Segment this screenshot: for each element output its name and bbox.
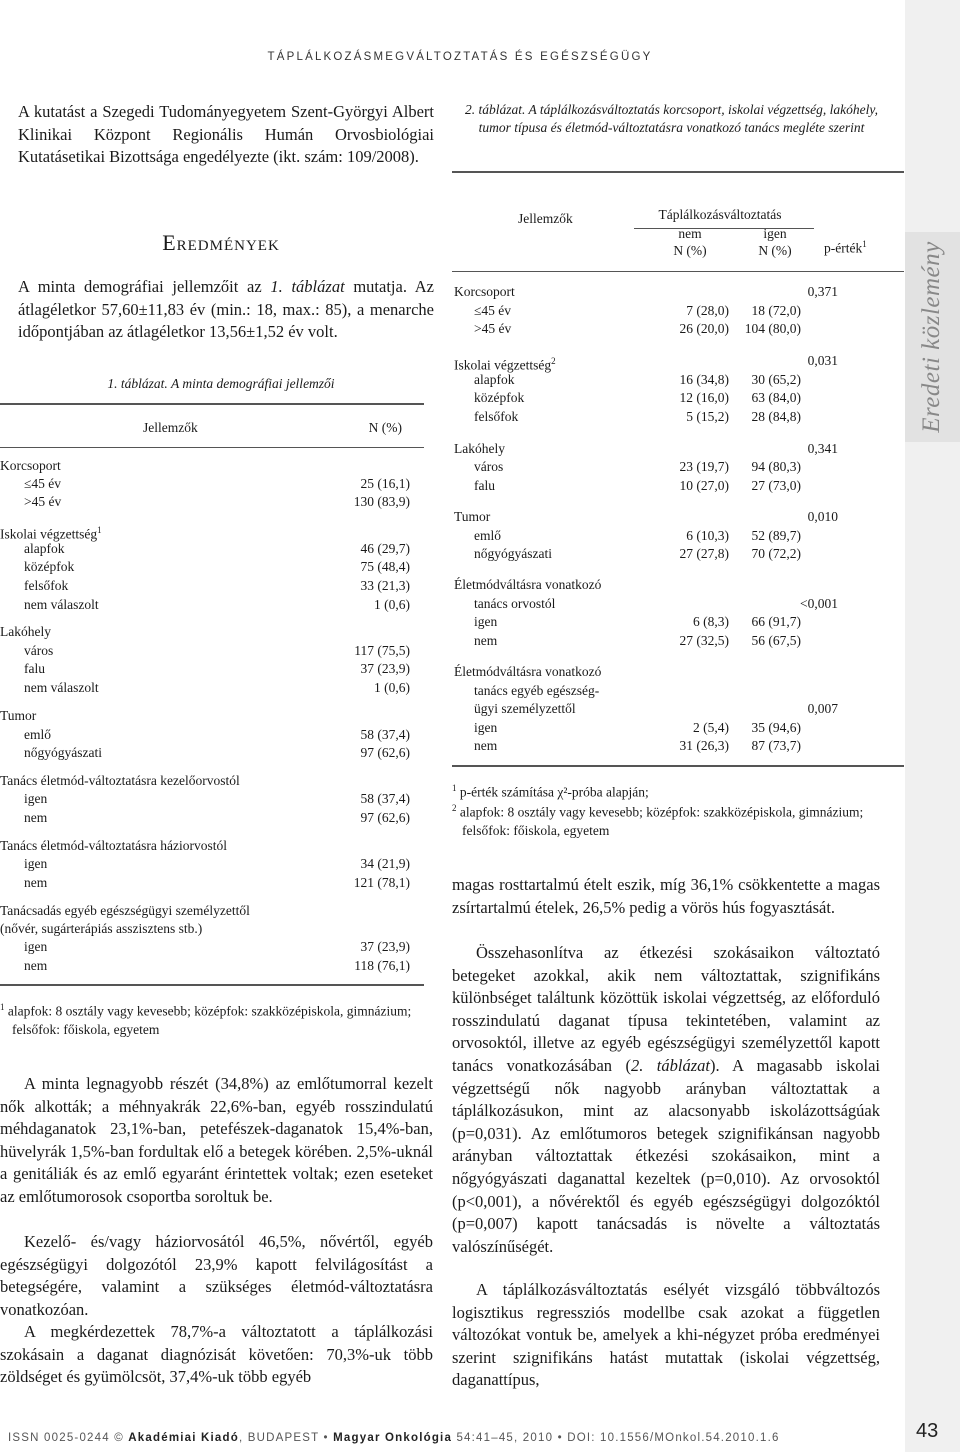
table2-row-label: falu — [474, 478, 495, 493]
table1-row-value: 1 (0,6) — [374, 597, 410, 612]
table2-cell-p: 0,007 — [807, 701, 838, 716]
table2-caption-num: 2. táblázat. — [465, 102, 526, 117]
table2-cell-nem: 12 (16,0) — [679, 390, 729, 405]
table2-header-rule — [452, 271, 904, 272]
right-body-paragraph-3: A táplálkozásváltoztatás esélyét vizsgáló többváltozós logisztikus regressziós modellbe csak azokat a független változókat vontuk be, amelyek a khi-négyzet próba eredményei szerint szignifikáns hatást mutattak (iskolai végzettség, daganattípus, — [452, 1280, 880, 1390]
table1-row-label: nem — [24, 810, 48, 825]
table2-row-label: igen — [474, 614, 498, 629]
table2-footnote-1-text: p-érték számítása χ²-próba alapján; — [459, 784, 649, 800]
results-table-ref: 1. táblázat — [270, 277, 345, 296]
table2-cell-igen: 52 (89,7) — [751, 528, 801, 543]
table2-col-header-p-label: p-érték — [824, 240, 863, 256]
table1-row-value: 25 (16,1) — [360, 476, 410, 491]
table1-caption-text: A minta demográfiai jellemzői — [167, 376, 335, 391]
right-body-paragraph-2-b: ). A magasabb iskolai végzettségű nők nagyobb arányban változtattak a táplálkozásukon, mint az alacsonyabb iskolázottságúak (p=0,031). Az emlőtumoros betegek szignifikánsan nagyobb arányban változtattak étkezési szokásaikon, mint a nőgyógyászati daganattal kezeltek (p=0,010). Az orvosoktól (p<0,001), a nővérektől és egyéb egészségügyi dolgozóktól (p=0,007) kapott tanácsadás is növelte a változtatás valószínűségét. — [452, 1055, 880, 1256]
table2-caption-text: A táplálkozásváltoztatás korcsoport, iskolai végzettség, lakóhely, tumor típusa és életmód-változtatásra vonatkozó tanács megléte szerint — [478, 102, 878, 135]
table2-row-label: nem — [474, 633, 498, 648]
running-header: TÁPLÁLKOZÁSMEGVÁLTOZTATÁS ÉS EGÉSZSÉGÜGY — [267, 51, 653, 63]
table1-footnote — [0, 998, 424, 1039]
table1-row-value: 117 (75,5) — [354, 643, 410, 658]
footer-publisher: Akadémiai Kiadó — [128, 1432, 239, 1444]
right-body-paragraph-2-a: Összehasonlítva az étkezési szokásaikon változtató betegeket azokkal, akik nem változtattak, szignifikáns különbséget találtunk közöttük iskolai végzettség, az előforduló rosszindulatú daganat típusa tekintetében, valamint az orvosoktól, illetve az egyéb egészségügyi személyzettől kapott tanács vonatkozásában ( — [452, 943, 880, 1075]
table2-group-header: Táplálkozásváltoztatás — [658, 207, 782, 222]
table2-cell-igen: 94 (80,3) — [751, 459, 801, 474]
table1-row-value: 37 (23,9) — [360, 661, 410, 676]
table2-col-header-igen: igen — [763, 226, 787, 241]
table2-cell-p: 0,371 — [807, 284, 838, 299]
table2-cell-p: 0,341 — [807, 441, 838, 456]
footer-citation: 54:41–45, 2010 • DOI: 10.1556/MOnkol.54.2010.1.6 — [452, 1432, 780, 1444]
results-paragraph — [18, 276, 434, 344]
body-paragraph-1: A minta legnagyobb részét (34,8%) az emlőtumorral kezelt nők alkották; a méhnyakrák 22,6%-ban, egyéb rosszindulatú méhdaganatok 23,1%-ban, petefészek-daganatok 15,4%-ban, hüvelyrák 1,5%-ban fordultak elő a betegek körében. 2,5%-uknál a genitáliák és az emlő egyaránt érintettek voltak; ezen eseteket az emlőtumorosok csoportba soroltuk be. — [0, 1074, 433, 1206]
table2-row-label: nőgyógyászati — [474, 546, 552, 561]
table1-top-rule — [0, 403, 424, 405]
table2-footnote-2-marker: 2 — [452, 803, 457, 813]
table2-col-header-p-sup: 1 — [862, 239, 867, 249]
results-text-b: mutatja. Az átlagéletkor 57,60±11,83 év (min.: 18, max.: 85), a menarche időpontjában az átlagéletkor 13,56±1,52 év volt. — [18, 277, 434, 342]
table1-row-value: 75 (48,4) — [360, 559, 410, 574]
table1-row-label: alapfok — [24, 541, 65, 556]
table2-cell-nem: 10 (27,0) — [679, 478, 729, 493]
table2-cell-nem: 27 (27,8) — [679, 546, 729, 561]
table2-cell-nem: 6 (10,3) — [686, 528, 729, 543]
table1-caption-num: 1. táblázat. — [107, 376, 168, 391]
table1-row-label: nőgyógyászati — [24, 745, 102, 760]
table1-row-label: igen — [24, 856, 48, 871]
table1-row-value: 118 (76,1) — [354, 958, 410, 973]
table2-col-header-igen-sub: N (%) — [758, 243, 792, 258]
table1-row-value: 34 (21,9) — [360, 856, 410, 871]
table2-cell-igen: 28 (84,8) — [751, 409, 801, 424]
table1-row-label: Tanács életmód-változtatásra kezelőorvostól — [0, 773, 240, 788]
page-number: 43 — [916, 1420, 939, 1442]
table1-header-rule — [0, 447, 424, 448]
table1-row-value: 58 (37,4) — [360, 727, 410, 742]
table1-row-label: Lakóhely — [0, 624, 51, 639]
table2-col-header-jellemzok: Jellemzők — [518, 211, 573, 226]
table2-row-sup: 2 — [551, 356, 556, 366]
table2-cell-nem: 27 (32,5) — [679, 633, 729, 648]
table2-col-header-nem: nem — [678, 226, 702, 241]
table2-top-rule — [452, 171, 904, 173]
table2-row-label: ügyi személyzettől — [474, 701, 576, 716]
sidebar-label: Eredeti közlemény — [918, 241, 945, 433]
table2-cell-igen: 27 (73,0) — [751, 478, 801, 493]
table2-row-label: Korcsoport — [454, 284, 515, 299]
table2-cell-nem: 23 (19,7) — [679, 459, 729, 474]
table2-row-label: város — [474, 459, 504, 474]
table1-row-label: >45 év — [24, 494, 62, 509]
ethics-paragraph: A kutatást a Szegedi Tudományegyetem Szent-Györgyi Albert Klinikai Központ Regionális Humán Orvosbiológiai Kutatásetikai Bizottsága engedélyezte (ikt. szám: 109/2008). — [18, 102, 434, 167]
table1-row-value: 1 (0,6) — [374, 680, 410, 695]
table1-row-label: Tanácsadás egyéb egészségügyi személyzettől — [0, 903, 250, 918]
table2-row-label: középfok — [474, 390, 525, 405]
table2-cell-igen: 66 (91,7) — [751, 614, 801, 629]
footer-city: , BUDAPEST • — [238, 1432, 334, 1444]
footer-journal: Magyar Onkológia — [333, 1432, 453, 1444]
table1-row-label: igen — [24, 791, 48, 806]
table2-row-label: igen — [474, 720, 498, 735]
table1-row-label: nem — [24, 958, 48, 973]
table1-footnote-text: alapfok: 8 osztály vagy kevesebb; középfok: szakközépiskola, gimnázium; felsőfok: főiskola, egyetem — [7, 1003, 412, 1037]
table1-row-value: 97 (62,6) — [360, 745, 410, 760]
table1-row-value: 97 (62,6) — [360, 810, 410, 825]
table1-row-label: Korcsoport — [0, 458, 61, 473]
table1-row-label: város — [24, 643, 54, 658]
table1-row-label: Tanács életmód-változtatásra háziorvostól — [0, 838, 227, 853]
table1-row-label: nem — [24, 875, 48, 890]
table2-cell-igen: 18 (72,0) — [751, 303, 801, 318]
right-body-paragraph-2 — [452, 942, 880, 1258]
table2-row-label: nem — [474, 738, 498, 753]
table2-cell-p: 0,031 — [807, 353, 838, 368]
section-heading-results: Eredmények — [162, 230, 280, 255]
table2-cell-nem: 26 (20,0) — [679, 321, 729, 336]
table2-footnote-2-text: alapfok: 8 osztály vagy kevesebb; középfok: szakközépiskola, gimnázium; felsőfok: főiskola, egyetem — [459, 804, 864, 838]
right-body-paragraph-1: magas rosttartalmú ételt eszik, míg 36,1% csökkentette a magas zsírtartalmú ételek, 26,5% pedig a vörös hús fogyasztását. — [452, 875, 880, 917]
table2-row-label: emlő — [474, 528, 501, 543]
table1-row-value: 130 (83,9) — [353, 494, 410, 509]
table2-row-label: Életmódváltásra vonatkozó — [454, 664, 602, 679]
table1-bottom-rule — [0, 984, 424, 986]
table2-row-label: Életmódváltásra vonatkozó — [454, 577, 602, 592]
table2-row-label: alapfok — [474, 372, 515, 387]
sidebar-strip — [905, 0, 960, 1452]
table2-row-label: Lakóhely — [454, 441, 505, 456]
table1-row-value: 37 (23,9) — [360, 939, 410, 954]
table1-col-header-jellemzok: Jellemzők — [143, 420, 198, 435]
footer-issn: ISSN 0025-0244 © — [8, 1432, 129, 1444]
body-paragraph-3: A megkérdezettek 78,7%-a változtatott a táplálkozási szokásain a daganat diagnózisát követően: 70,3%-uk több zöldséget és gyümölcsöt, 37,4%-uk több egyéb — [0, 1322, 433, 1387]
table1-row-sup: 1 — [97, 525, 102, 535]
table2-col-header-p — [824, 236, 867, 257]
table2-cell-igen: 87 (73,7) — [751, 738, 801, 753]
table1-row-label: Tumor — [0, 708, 37, 723]
table2-cell-igen: 30 (65,2) — [751, 372, 801, 387]
table1-row-label: középfok — [24, 559, 75, 574]
table1-footnote-marker: 1 — [0, 1002, 5, 1012]
table2-cell-igen: 70 (72,2) — [751, 546, 801, 561]
table2-cell-nem: 2 (5,4) — [693, 720, 729, 735]
table1-row-label: falu — [24, 661, 45, 676]
table2-col-header-nem-sub: N (%) — [673, 243, 707, 258]
table2-row-label: tanács egyéb egészség- — [474, 683, 600, 698]
right-body-table-ref: 2. táblázat — [630, 1055, 710, 1075]
table1-row-label: ≤45 év — [24, 476, 62, 491]
table1-row-label: emlő — [24, 727, 51, 742]
table2-bottom-rule — [452, 765, 904, 767]
table2-row-label: ≤45 év — [474, 303, 512, 318]
table1-row-label: felsőfok — [24, 578, 69, 593]
table2-footnote-2 — [452, 799, 897, 840]
table2-cell-p: 0,010 — [807, 509, 838, 524]
table2-cell-nem: 6 (8,3) — [693, 614, 729, 629]
table1-row-label: nem válaszolt — [24, 597, 99, 612]
table2-row-label: felsőfok — [474, 409, 519, 424]
body-paragraph-2: Kezelő- és/vagy háziorvosától 46,5%, nővértől, egyéb egészségügyi dolgozótól 23,9% kapott felvilágosítást a betegségére, valamint a szükséges életmód-változtatásra vonatkozóan. — [0, 1232, 433, 1319]
page-footer — [0, 1425, 905, 1452]
table2-row-label: Iskolai végzettség$^2$ — [454, 356, 556, 373]
table1-row-value: 33 (21,3) — [360, 578, 410, 593]
table2-row-label: >45 év — [474, 321, 512, 336]
table2-cell-nem: 7 (28,0) — [686, 303, 729, 318]
table2-row-label: tanács orvostól — [474, 596, 556, 611]
table2-caption — [454, 101, 889, 137]
table1-row-label: nem válaszolt — [24, 680, 99, 695]
table2-cell-nem: 16 (34,8) — [679, 372, 729, 387]
table1-row-value: 46 (29,7) — [360, 541, 410, 556]
results-text-a: A minta demográfiai jellemzőit az — [18, 277, 271, 296]
table1-row-label: igen — [24, 939, 48, 954]
table1-row-label: (nővér, sugárterápiás asszisztens stb.) — [0, 921, 203, 936]
table1-row-label: Iskolai végzettség$^1$ — [0, 525, 102, 542]
table1-caption — [18, 375, 424, 393]
table2-cell-igen: 104 (80,0) — [744, 321, 801, 336]
table1-col-header-n: N (%) — [368, 420, 402, 435]
table2-cell-igen: 35 (94,6) — [751, 720, 801, 735]
table2-cell-nem: 31 (26,3) — [679, 738, 729, 753]
table2-row-label: Tumor — [454, 509, 491, 524]
table1-row-value: 121 (78,1) — [353, 875, 410, 890]
table2-footnote-1-marker: 1 — [452, 783, 457, 793]
table2-cell-p: <0,001 — [800, 596, 838, 611]
table2-cell-igen: 56 (67,5) — [751, 633, 801, 648]
table1-row-value: 58 (37,4) — [360, 791, 410, 806]
table2-cell-igen: 63 (84,0) — [751, 390, 801, 405]
table2-cell-nem: 5 (15,2) — [686, 409, 729, 424]
